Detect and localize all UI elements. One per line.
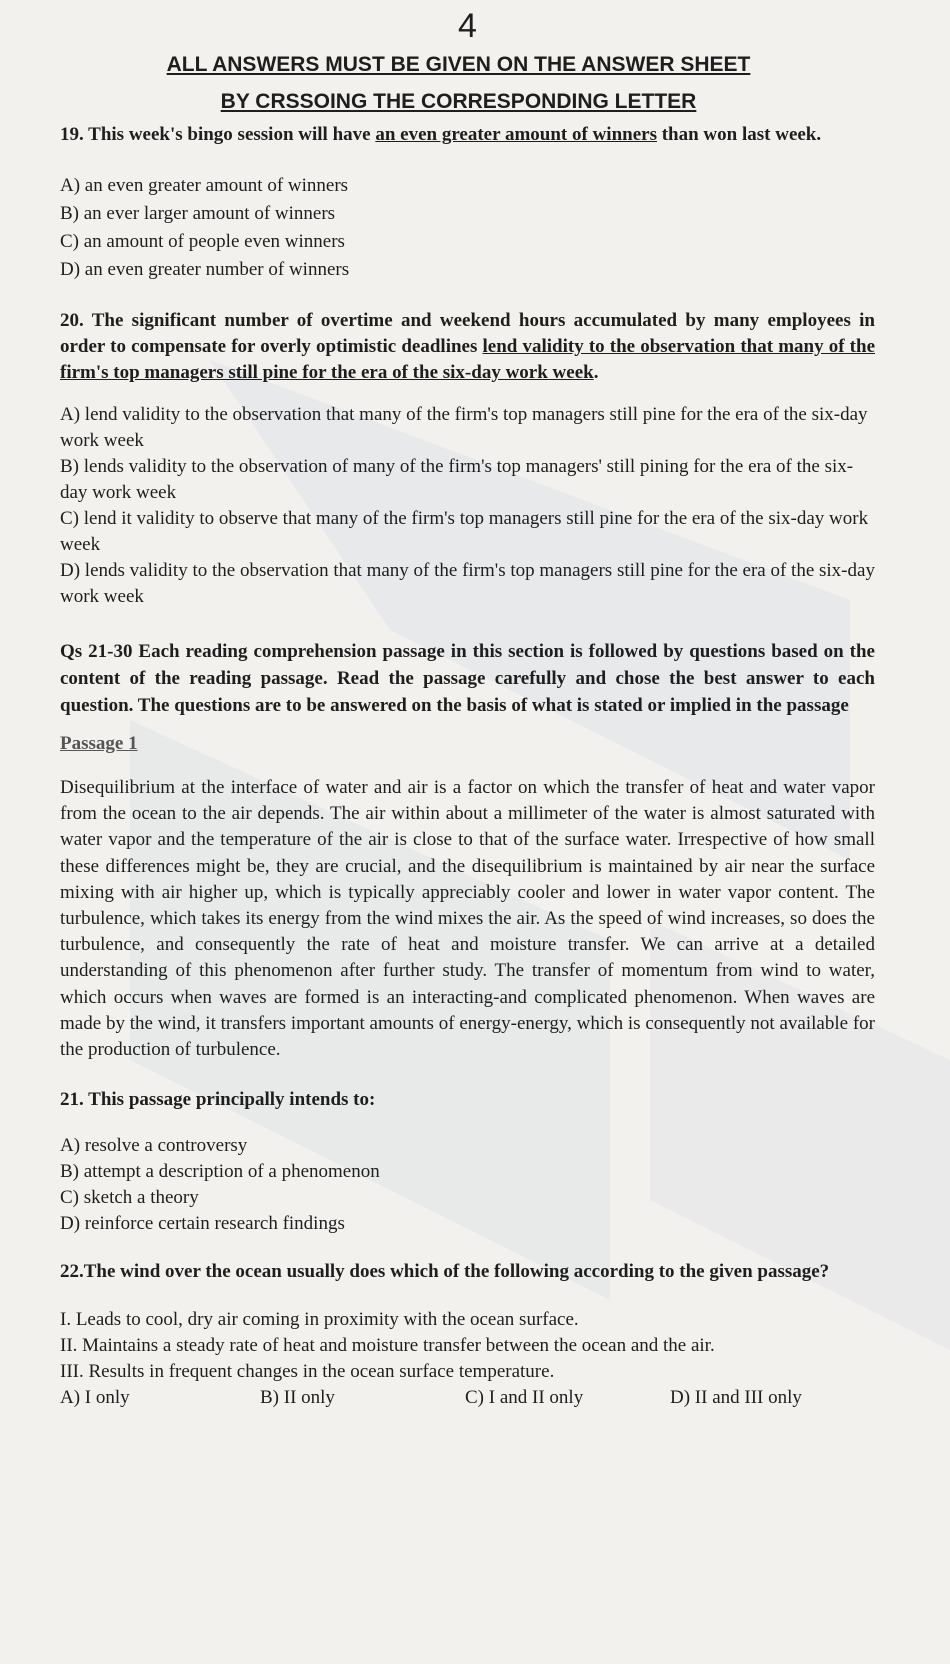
question-19-options [60, 172, 875, 284]
option-19-c: C) an amount of people even winners [60, 231, 345, 252]
question-20-suffix: . [593, 362, 599, 383]
option-19-d: D) an even greater number of winners [60, 259, 350, 280]
option-20-b: B) lends validity to the observation of many of the firm's top managers' still pining for the era of the six-day work week [60, 456, 854, 503]
question-20 [60, 308, 875, 386]
statement-22-ii: II. Maintains a steady rate of heat and moisture transfer between the ocean and the air. [60, 1335, 715, 1357]
option-22-a: A) I only [60, 1387, 130, 1409]
option-22-b: B) II only [260, 1387, 335, 1409]
passage-title: Passage 1 [60, 733, 138, 754]
header-line-1: ALL ANSWERS MUST BE GIVEN ON THE ANSWER SHEET [166, 53, 751, 76]
question-19 [60, 122, 875, 148]
option-21-b: B) attempt a description of a phenomenon [60, 1161, 380, 1183]
option-22-d: D) II and III only [670, 1387, 802, 1409]
question-22-options [60, 1385, 875, 1411]
option-21-a: A) resolve a controversy [60, 1135, 248, 1157]
option-19-a: A) an even greater amount of winners [60, 175, 349, 196]
option-20-c: C) lend it validity to observe that many of the firm's top managers still pine for the era of the six-day work week [60, 508, 869, 555]
question-21-options [60, 1133, 875, 1237]
question-19-text: 19. This week's bingo session will have [60, 124, 376, 145]
option-20-d: D) lends validity to the observation that many of the firm's top managers still pine for the era of the six-day work week [60, 560, 875, 607]
passage-text: Disequilibrium at the interface of water and air is a factor on which the transfer of heat and water vapor from the ocean to the air depends. The air within about a millimeter of the water is almost saturated with water vapor and the temperature of the air is close to that of the surface water. Irrespective of how small these differences might be, they are crucial, and the disequilibrium is maintained by air near the surface mixing with air higher up, which is typically appreciably cooler and lower in water vapor content. The turbulence, which takes its energy from the wind mixes the air. As the speed of wind increases, so does the turbulence, and consequently the rate of heat and moisture transfer. We can arrive at a detailed understanding of this phenomenon after further study. The transfer of momentum from wind to water, which occurs when waves are formed is an interacting-and complicated phenomenon. When waves are made by the wind, it transfers important amounts of energy-energy, which is consequently not available for the production of turbulence. [60, 777, 875, 1061]
option-21-d: D) reinforce certain research findings [60, 1213, 345, 1235]
page-number: 4 [458, 7, 477, 45]
section-instructions: Qs 21-30 Each reading comprehension passage in this section is followed by questions based on the content of the reading passage. Read the passage carefully and chose the best answer to each question. The questions are to be answered on the basis of what is stated or implied in the passage [60, 641, 875, 716]
question-20-text: 20. The significant number of overtime and weekend hours accumulated by many employees in order to compensate for overly optimistic deadlines [60, 310, 875, 357]
question-22: 22.The wind over the ocean usually does which of the following according to the given passage? [60, 1261, 830, 1283]
option-21-c: C) sketch a theory [60, 1187, 199, 1209]
question-19-underlined: an even greater amount of winners [375, 124, 657, 145]
option-22-c: C) I and II only [465, 1387, 584, 1409]
question-19-suffix: than won last week. [656, 124, 822, 145]
statement-22-iii: III. Results in frequent changes in the ocean surface temperature. [60, 1361, 555, 1383]
question-21: 21. This passage principally intends to: [60, 1089, 376, 1111]
statement-22-i: I. Leads to cool, dry air coming in proximity with the ocean surface. [60, 1309, 579, 1331]
question-20-underlined: lend validity to the observation that many of the firm's top managers still pine for the era of the six-day work week [60, 336, 875, 383]
option-20-a: A) lend validity to the observation that many of the firm's top managers still pine for the era of the six-day work week [60, 404, 868, 451]
question-20-options [60, 402, 875, 610]
option-19-b: B) an ever larger amount of winners [60, 203, 336, 224]
question-22-statements [60, 1307, 875, 1385]
header-line-2: BY CRSSOING THE CORRESPONDING LETTER [220, 90, 697, 113]
